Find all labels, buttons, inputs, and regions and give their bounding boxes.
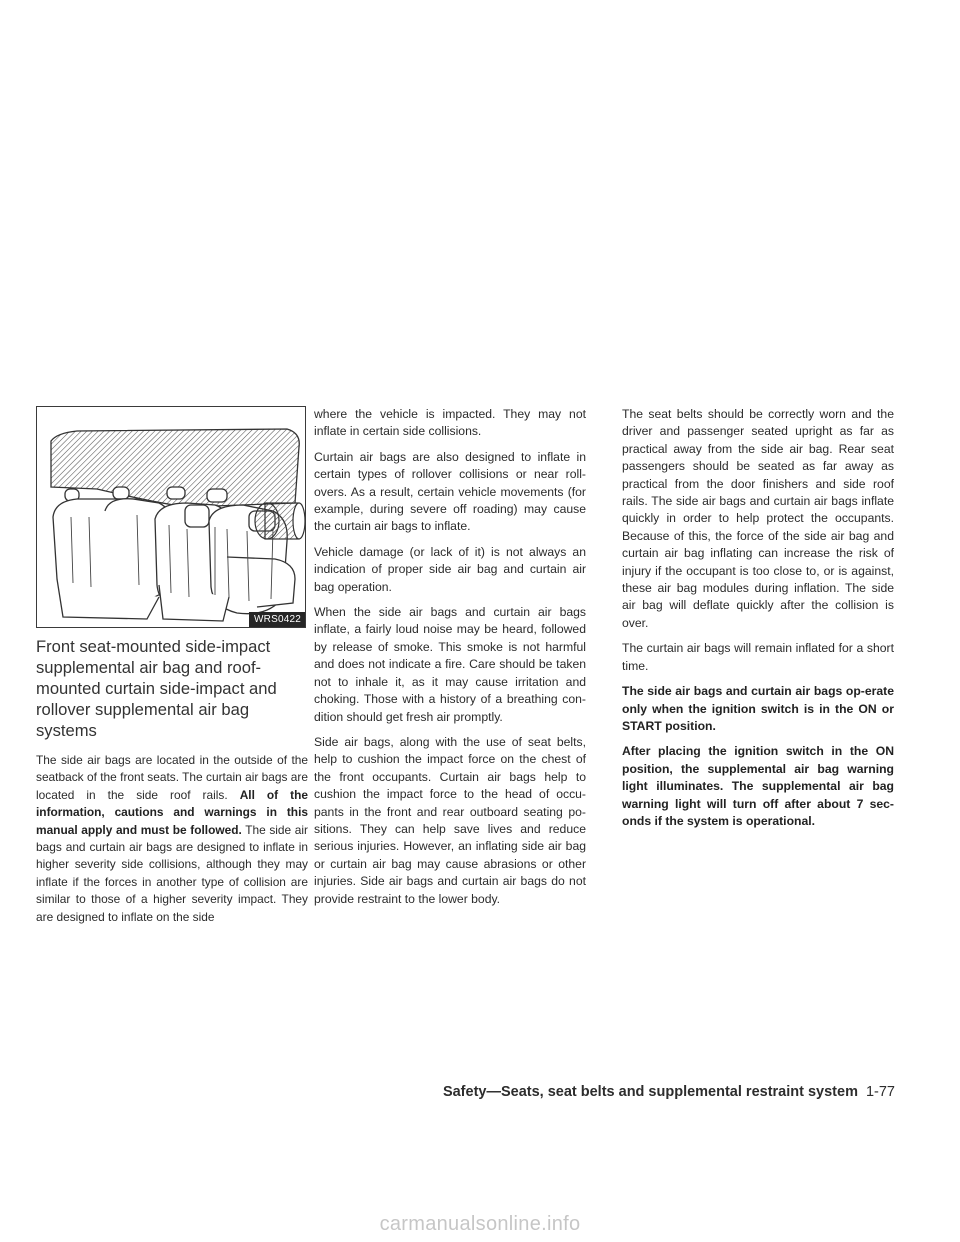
watermark: carmanualsonline.info [379, 1213, 581, 1235]
paragraph-1-start: The side air bags are located in the outside of the seatback of the front seats. The curtain air bags are located in the side roof rails. [36, 753, 308, 802]
column-1 [36, 636, 308, 934]
paragraph-1-continued: where the vehicle is impacted. They may not inflate in certain side collisions. [314, 407, 586, 439]
section-heading: Front seat-mounted side-impact supplemental air bag and roof-mounted curtain side-impact and rollover supplemental air bag systems [36, 637, 277, 740]
figure-code-label: WRS0422 [249, 612, 305, 627]
paragraph-8-bold: The side air bags and curtain air bags op-erate only when the ignition switch is in the ON or START position. [622, 684, 894, 733]
paragraph-5: Side air bags, along with the use of seat belts, help to cushion the impact force on the chest of the front occupants. Curtain air bags help to cushion the impact force to the head of occu-pants in the front and rear outboard seating po-sitions. They can help save lives and reduce serious injuries. However, an inflating side air bag or curtain air bag may cause abrasions or other injuries. Side air bags and curtain air bags do not provide restraint to the lower body. [314, 734, 586, 906]
page-footer [300, 1084, 895, 1100]
page-number: 1-77 [865, 1084, 895, 1100]
paragraph-1 [36, 752, 308, 926]
paragraph-1-end-part-a: The side air bags and curtain air bags are designed to inflate in higher severity side collisions, although they may inflate if the forces in another type of collision are similar to those of a higher severity impact. They are designed to inflate on the side [36, 822, 308, 924]
paragraph-6: The seat belts should be correctly worn and the driver and passenger seated upright as far as practical away from the side air bag. Rear seat passengers should be seated as far away as practical from the door finishers and side roof rails. The side air bags and curtain air bags inflate quickly in order to help protect the occupants. Because of this, the force of the side air bag and curtain air bag inflating can increase the risk of injury if the occupant is too close to, or is against, these air bag modules during inflation. The side air bag will deflate quickly after the collision is over. [622, 407, 894, 630]
paragraph-3: Vehicle damage (or lack of it) is not always an indication of proper side air bag and curtain air bag operation. [314, 544, 586, 594]
paragraph-7: The curtain air bags will remain inflated for a short time. [622, 641, 894, 673]
paragraph-9-bold: After placing the ignition switch in the ON position, the supplemental air bag warning light illuminates. The supplemental air bag warning light will turn off after about 7 sec-onds if the system is operational. [622, 744, 894, 828]
column-2 [314, 406, 586, 916]
paragraph-2: Curtain air bags are also designed to inflate in certain types of rollover collisions or near roll-overs. As a result, certain vehicle movements (for example, during severe off roading) may cause the curtain air bags to inflate. [314, 449, 586, 534]
column-3 [622, 406, 894, 838]
footer-section-title: Safety—Seats, seat belts and supplemental restraint system [442, 1084, 858, 1100]
paragraph-1-bold: All of the information, cautions and warnings in this manual apply and must be followed. [36, 787, 308, 837]
paragraph-4: When the side air bags and curtain air bags inflate, a fairly loud noise may be heard, followed by release of smoke. This smoke is not harmful and does not indicate a fire. Care should be taken not to inhale it, as it may cause irritation and choking. Those with a history of a breathing con-dition should get fresh air promptly. [314, 605, 586, 724]
seats-airbag-figure [36, 406, 306, 628]
vehicle-seats-airbag-illustration [37, 407, 306, 628]
